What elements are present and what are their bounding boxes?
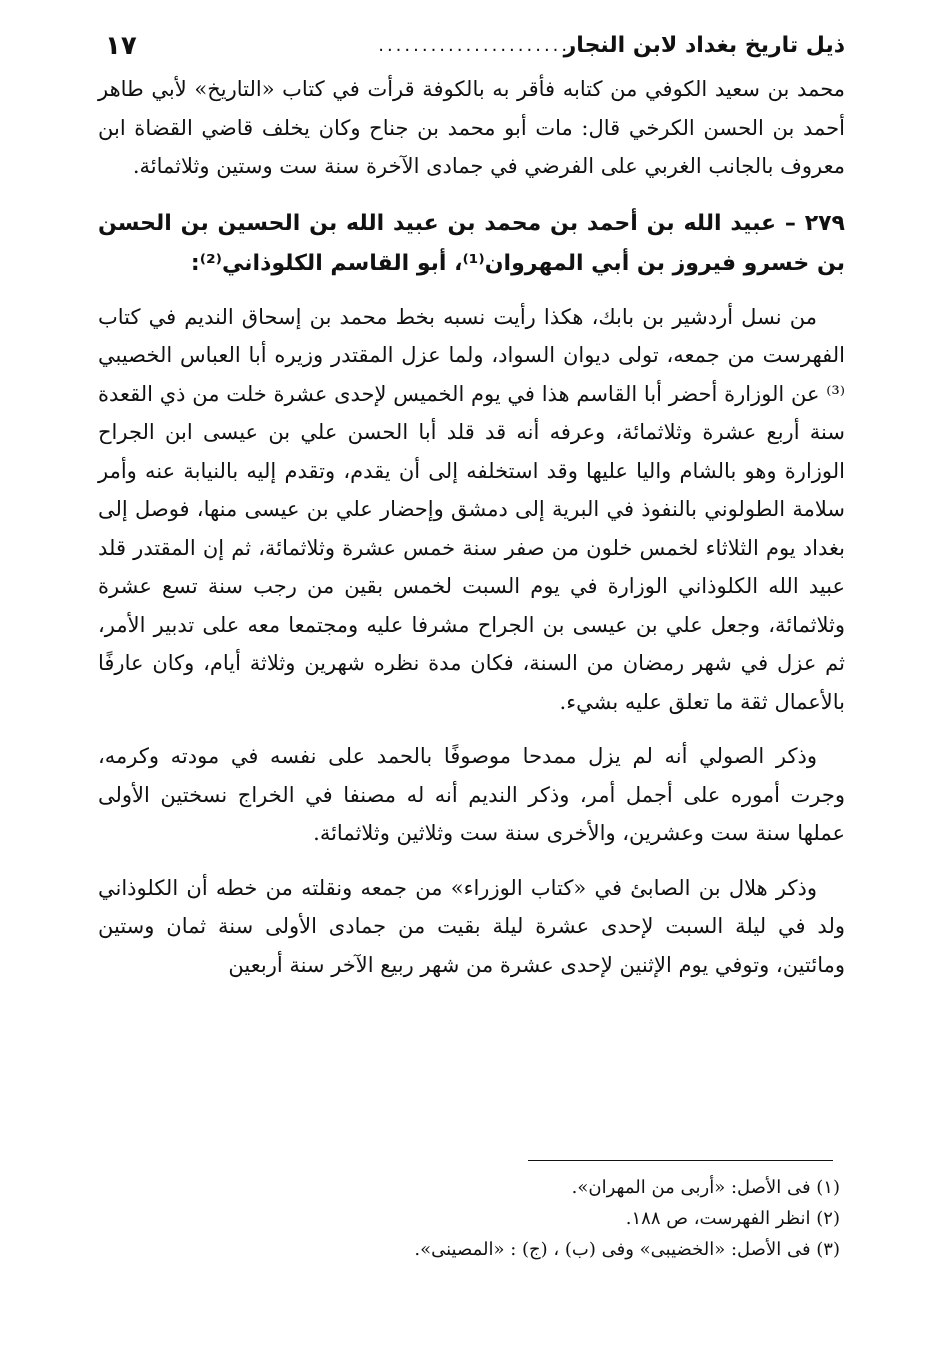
footnotes — [300, 1172, 840, 1265]
footnote-separator — [528, 1160, 833, 1161]
paragraph-hilal: وذكر هلال بن الصابئ في «كتاب الوزراء» من جمعه ونقلته من خطه أن الكلوذاني ولد في ليلة السبت لإحدى عشرة ليلة بقيت من جمادى الأولى سنة ثمان وستين ومائتين، وتوفي يوم الإثنين لإحدى عشرة من شهر ربيع الآخر سنة أربعين — [98, 875, 845, 977]
paragraph-biography: من نسل أردشير بن بابك، هكذا رأيت نسبه بخط محمد بن إسحاق النديم في كتاب الفهرست من جمعه، تولى ديوان السواد، ولما عزل المقتدر وزيره أبا العباس الخصيبي ⁽³⁾ عن الوزارة أحضر أبا القاسم هذا في يوم الخميس لإحدى عشرة خلت من ذي القعدة سنة أربع عشرة وثلاثمائة، وعرفه أنه قد قلد أبا الحسن علي بن عيسى ابن الجراح الوزارة وهو بالشام واليا عليها وقد استخلفه إلى أن يقدم، وتقدم إليه بالنيابة عنه وأمر سلامة الطولوني بالنفوذ في البرية إلى دمشق وإحضار علي بن عيسى منها، فوصل إلى بغداد يوم الثلاثاء لخمس خلون من صفر سنة خمس عشرة وثلاثمائة، ثم إن المقتدر قلد عبيد الله الكلوذاني الوزارة في يوم السبت لخمس بقين من رجب سنة تسع عشرة وثلاثمائة، وجعل علي بن عيسى بن الجراح مشرفا عليه ومجتمعا معه على تدبير الأمر، ثم عزل في شهر رمضان من السنة، فكان مدة نظره شهرين وثلاثة أيام، وكان عارفًا بالأعمال ثقة ما تعلق عليه بشيء. — [98, 304, 845, 714]
footnote-3: (٣) فى الأصل: «الخضيبى» وفى (ب) ، (ج) : «المصينى». — [414, 1239, 840, 1260]
footnote-2: (٢) انظر الفهرست، ص ١٨٨. — [625, 1208, 840, 1229]
running-header — [105, 26, 845, 66]
paragraph-gap — [98, 721, 845, 737]
entry-heading: ٢٧٩ – عبيد الله بن أحمد بن محمد بن عبيد الله بن الحسين بن الحسن بن خسرو فيروز بن أبي المهروان⁽¹⁾، أبو القاسم الكلوذاني⁽²⁾: — [98, 210, 845, 276]
main-text — [98, 70, 845, 984]
paragraph-continuation: محمد بن سعيد الكوفي من كتابه فأقر به بالكوفة قرأت في كتاب «التاريخ» لأبي طاهر أحمد بن الحسن الكرخي قال: مات أبو محمد بن جناح وكان يخلف قاضي القضاة ابن معروف بالجانب الغربي على الفرضي في جمادى الآخرة سنة ست وستين وثلاثمائة. — [98, 77, 845, 178]
book-title: ذيل تاريخ بغداد لابن النجار — [563, 33, 845, 58]
paragraph-gap — [98, 853, 845, 869]
footnote-1: (١) فى الأصل: «أربى من المهران». — [571, 1177, 840, 1198]
leader-dots: .......................... — [378, 35, 605, 56]
paragraph-suli: وذكر الصولي أنه لم يزل ممدحا موصوفًا بالحمد على نفسه في مودته وكرمه، وجرت أموره على أجمل أمر، وذكر النديم أنه له مصنفا في الخراج نسختين الأولى عملها سنة ست وعشرين، والأخرى سنة ست وثلاثين وثلاثمائة. — [98, 744, 845, 845]
page-number: ١٧ — [105, 31, 137, 61]
